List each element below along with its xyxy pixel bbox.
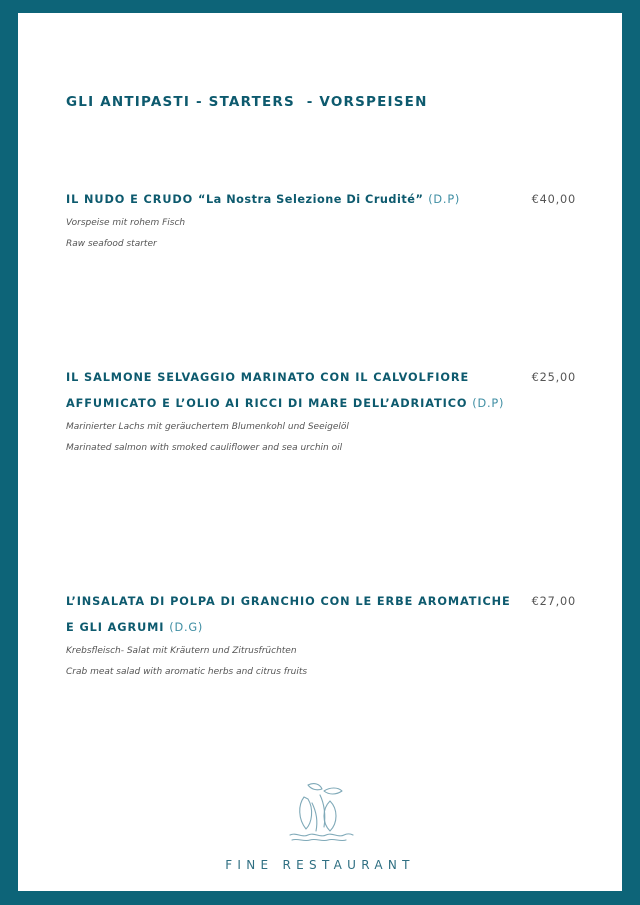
menu-item: [66, 589, 576, 683]
menu-item-description-en: Raw seafood starter: [66, 239, 157, 249]
menu-item-description-en: Crab meat salad with aromatic herbs and citrus fruits: [66, 667, 308, 677]
menu-page: [18, 13, 622, 891]
allergen-code: (D.P): [428, 193, 461, 206]
footer-restaurant-name: FINE RESTAURANT: [225, 858, 415, 872]
menu-item-description-de: Vorspeise mit rohem Fisch: [66, 218, 186, 228]
menu-item-title: [66, 365, 536, 417]
menu-item-title-line: L’INSALATA DI POLPA DI GRANCHIO CON LE ERBE AROMATICHE: [66, 595, 511, 608]
menu-item-price: €27,00: [531, 595, 576, 608]
menu-item-title-line: IL SALMONE SELVAGGIO MARINATO CON IL CALVOLFIORE: [66, 371, 470, 384]
menu-item-title: [66, 187, 516, 213]
allergen-code: (D.G): [169, 621, 204, 634]
menu-item: [66, 365, 576, 459]
section-heading: GLI ANTIPASTI - STARTERS - VORSPEISEN: [66, 94, 428, 110]
menu-item-description-en: Marinated salmon with smoked cauliflower and sea urchin oil: [66, 443, 343, 453]
menu-item: [66, 187, 576, 255]
fine-restaurant-logo-icon: [286, 781, 356, 845]
menu-item-price: €40,00: [531, 193, 576, 206]
menu-item-title-subtitle: “La Nostra Selezione Di Crudité”: [198, 193, 424, 206]
allergen-code: (D.P): [472, 397, 505, 410]
menu-item-description-de: Krebsfleisch- Salat mit Kräutern und Zitrusfrüchten: [66, 646, 297, 656]
menu-item-description-de: Marinierter Lachs mit geräuchertem Blumenkohl und Seeigelöl: [66, 422, 349, 432]
menu-item-title: [66, 589, 536, 641]
menu-item-title-line: AFFUMICATO E L’OLIO AI RICCI DI MARE DELL’ADRIATICO: [66, 397, 468, 410]
menu-item-title-line: E GLI AGRUMI: [66, 621, 165, 634]
menu-item-price: €25,00: [531, 371, 576, 384]
menu-item-title-caps: IL NUDO E CRUDO: [66, 193, 199, 206]
